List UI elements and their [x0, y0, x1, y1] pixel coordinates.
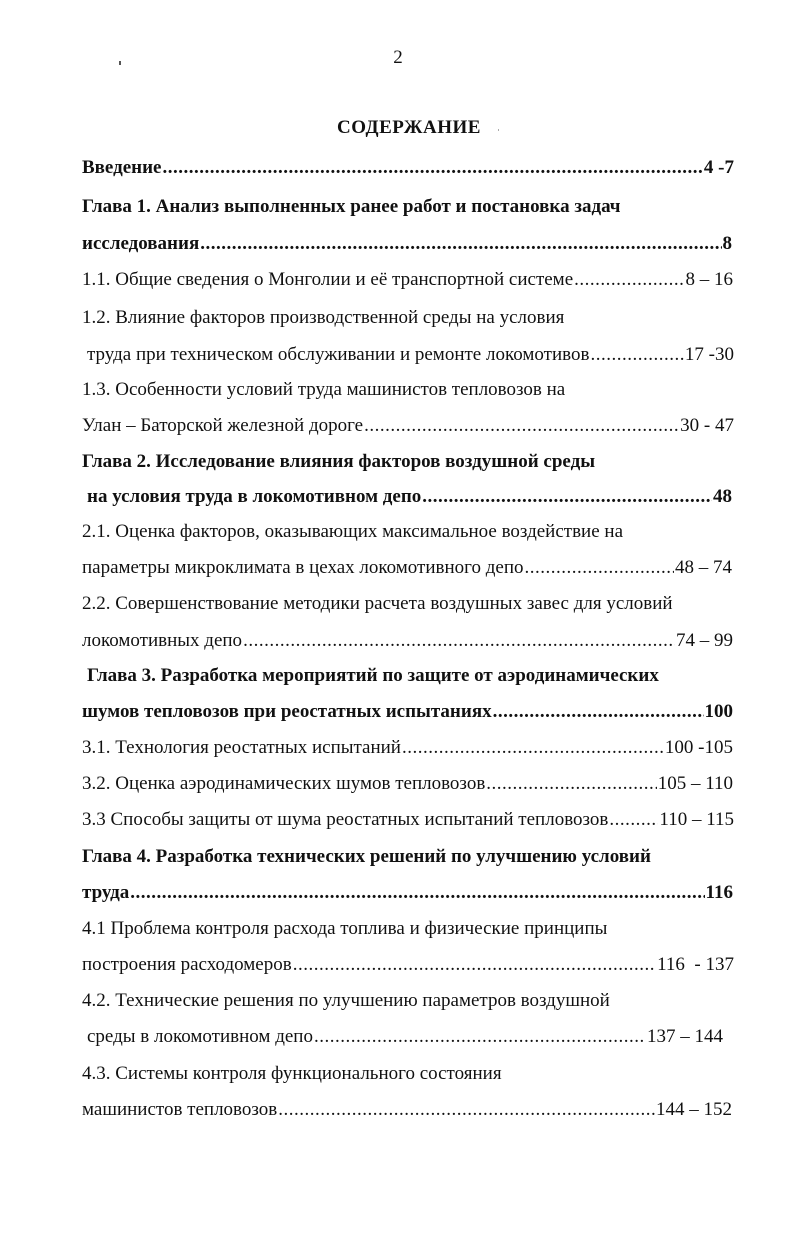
toc-entry-text: 1.1. Общие сведения о Монголии и её транспортной системе — [82, 269, 574, 290]
toc-entry-3-2 — [82, 769, 733, 799]
toc-entry-1-2 — [87, 340, 734, 370]
toc-page-range: 100 -105 — [664, 737, 733, 758]
toc-entry-chapter-3 — [82, 697, 733, 727]
toc-page-range: 8 – 16 — [685, 269, 733, 290]
toc-page-range: 116 - 137 — [657, 954, 734, 975]
toc-entry-text: шумов тепловозов при реостатных испытаниях — [82, 701, 492, 722]
toc-entry-text: среды в локомотивном депо — [87, 1026, 313, 1047]
toc-entry-3-3 — [82, 805, 734, 835]
toc-entry-chapter-1 — [82, 229, 732, 259]
toc-chapter-3-title: Глава 3. Разработка мероприятий по защите от аэродинамических — [87, 665, 659, 686]
toc-entry-text: на условия труда в локомотивном депо — [87, 486, 422, 507]
dot-leader — [402, 733, 664, 763]
dot-leader — [163, 153, 703, 183]
toc-entry-text: построения расходомеров — [82, 954, 292, 975]
toc-entry-1-3-title: 1.3. Особенности условий труда машинистов тепловозов на — [82, 379, 566, 400]
toc-page-range: 17 -30 — [684, 344, 734, 365]
toc-entry-3-1 — [82, 733, 733, 763]
toc-entry-chapter-4 — [82, 878, 733, 908]
toc-entry-text: 3.2. Оценка аэродинамических шумов тепловозов — [82, 773, 486, 794]
page-title: СОДЕРЖАНИЕ — [337, 117, 481, 138]
toc-entry-text: Введение — [82, 157, 162, 178]
dot-leader — [243, 626, 675, 656]
toc-entry-text: параметры микроклимата в цехах локомотивного депо — [82, 557, 524, 578]
toc-entry-4-3 — [82, 1095, 732, 1125]
dot-leader — [574, 265, 684, 295]
toc-entry-4-1-title: 4.1 Проблема контроля расхода топлива и физические принципы — [82, 918, 608, 939]
toc-entry-4-3-title: 4.3. Системы контроля функционального состояния — [82, 1063, 502, 1084]
toc-entry-1-3 — [82, 411, 734, 441]
toc-page-range: 48 – 74 — [675, 557, 732, 578]
toc-entry-2-2 — [82, 626, 733, 656]
dot-leader — [314, 1022, 646, 1052]
toc-page-range: 100 — [704, 701, 733, 722]
toc-chapter-4-title: Глава 4. Разработка технических решений по улучшению условий — [82, 846, 651, 867]
toc-page-range: 116 — [705, 882, 733, 903]
toc-entry-text: труда при техническом обслуживании и ремонте локомотивов — [87, 344, 590, 365]
toc-entry-2-1-title: 2.1. Оценка факторов, оказывающих максимальное воздействие на — [82, 521, 623, 542]
toc-page-range: 74 – 99 — [676, 630, 733, 651]
dot-leader — [200, 229, 721, 259]
scan-speck — [498, 129, 499, 131]
dot-leader — [364, 411, 679, 441]
toc-entry-1-2-title: 1.2. Влияние факторов производственной среды на условия — [82, 307, 565, 328]
scan-speck — [119, 61, 121, 65]
toc-entry-1-1 — [82, 265, 733, 295]
toc-entry-intro — [82, 153, 734, 183]
toc-entry-2-2-title: 2.2. Совершенствование методики расчета воздушных завес для условий — [82, 593, 673, 614]
toc-entry-text: исследования — [82, 233, 200, 254]
toc-page-range: 30 - 47 — [680, 415, 734, 436]
toc-entry-4-2 — [87, 1022, 723, 1052]
toc-page-range: 105 – 110 — [657, 773, 733, 794]
dot-leader — [422, 482, 712, 512]
dot-leader — [278, 1095, 655, 1125]
toc-page-range: 110 – 115 — [659, 809, 734, 830]
dot-leader — [493, 697, 704, 727]
dot-leader — [130, 878, 704, 908]
toc-page-range: 4 -7 — [703, 157, 734, 178]
toc-entry-text: локомотивных депо — [82, 630, 243, 651]
toc-entry-4-1 — [82, 950, 734, 980]
toc-entry-chapter-2 — [87, 482, 732, 512]
page-number: 2 — [393, 47, 403, 68]
dot-leader — [525, 553, 674, 583]
toc-entry-text: машинистов тепловозов — [82, 1099, 278, 1120]
dot-leader — [590, 340, 683, 370]
toc-page-range: 8 — [722, 233, 732, 254]
toc-entry-text: Улан – Баторской железной дороге — [82, 415, 364, 436]
toc-entry-2-1 — [82, 553, 732, 583]
toc-page-range: 48 — [713, 486, 732, 507]
toc-chapter-1-title: Глава 1. Анализ выполненных ранее работ и постановка задач — [82, 196, 621, 217]
toc-entry-text: труда — [82, 882, 130, 903]
dot-leader — [293, 950, 656, 980]
toc-page-range: 144 – 152 — [656, 1099, 732, 1120]
toc-entry-text: 3.1. Технология реостатных испытаний — [82, 737, 401, 758]
toc-entry-4-2-title: 4.2. Технические решения по улучшению параметров воздушной — [82, 990, 610, 1011]
dot-leader — [609, 805, 658, 835]
toc-chapter-2-title: Глава 2. Исследование влияния факторов воздушной среды — [82, 451, 596, 472]
toc-entry-text: 3.3 Способы защиты от шума реостатных испытаний тепловозов — [82, 809, 609, 830]
toc-page-range: 137 – 144 — [647, 1026, 723, 1047]
dot-leader — [486, 769, 656, 799]
